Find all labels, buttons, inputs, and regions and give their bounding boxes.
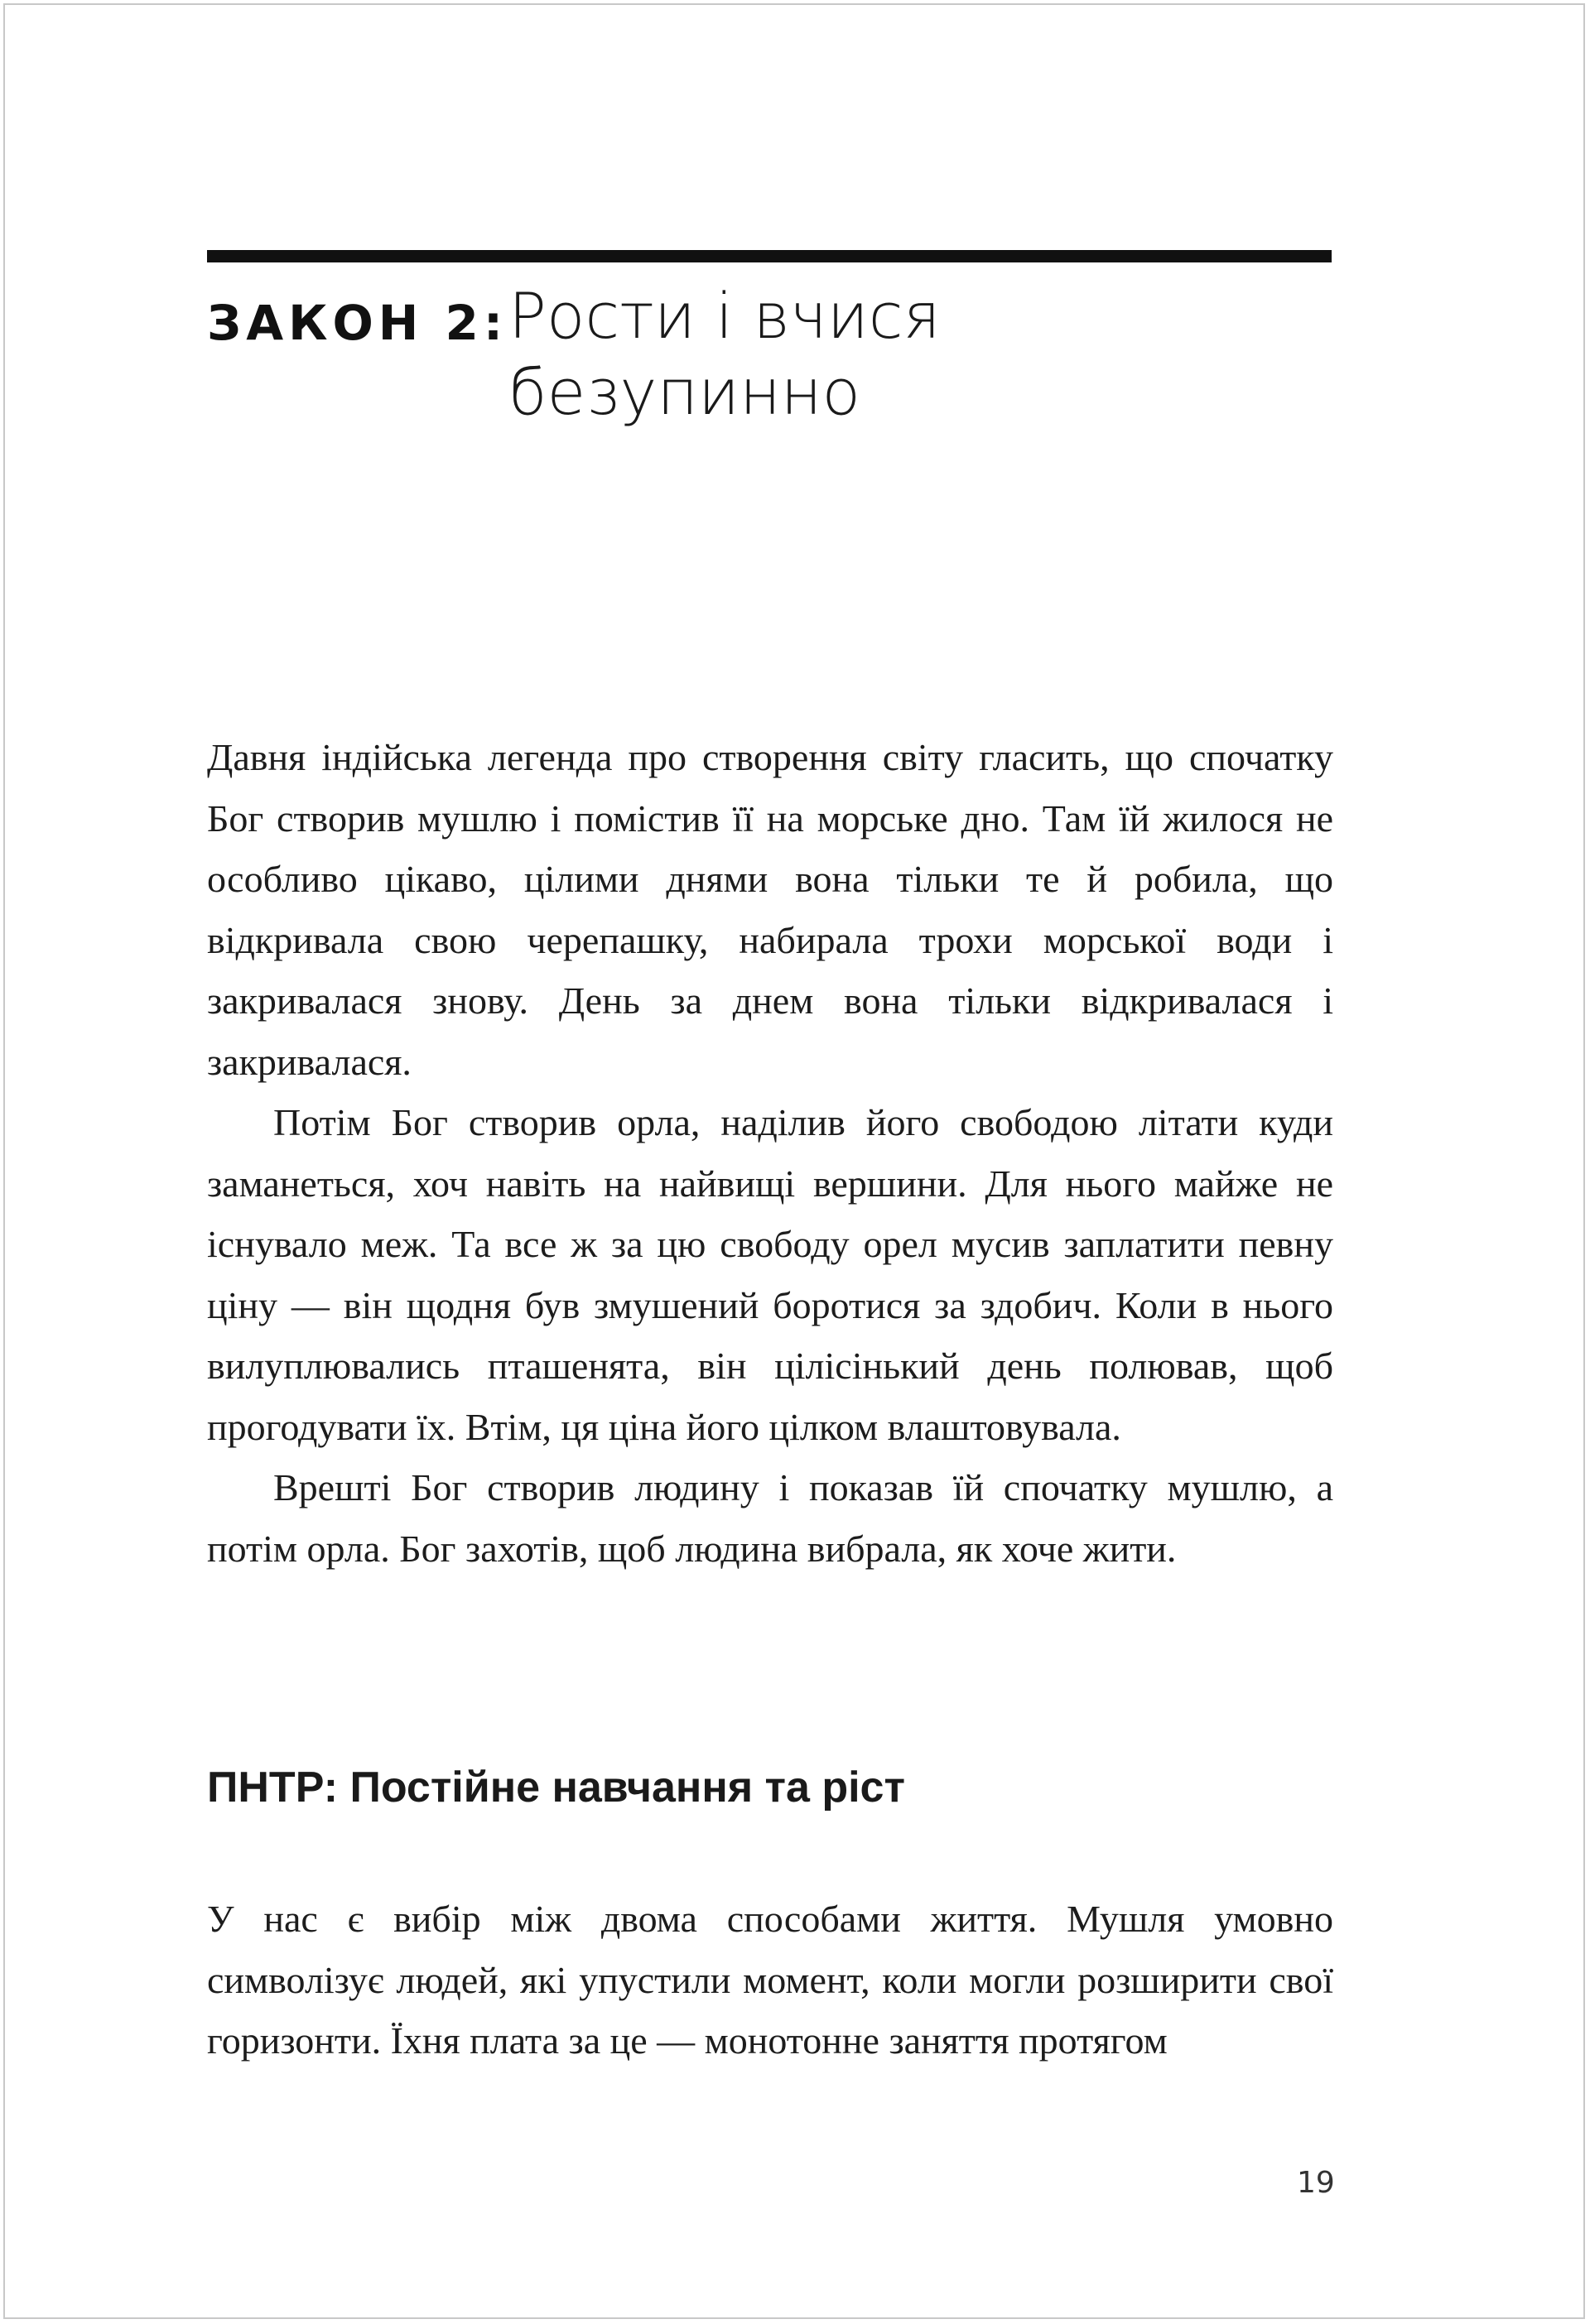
chapter-title-line-1: Рости і вчися <box>508 279 941 353</box>
section-text <box>207 1889 1333 2071</box>
paragraph-1: Давня індійська легенда про створення світу гласить, що спочатку Бог створив мушлю і помістив її на морське дно. Там їй жилося не особливо цікаво, цілими днями вона тільки те й робила, що відкривала свою черепашку, набирала трохи морської води і закривалася знову. День за днем вона тільки відкривалася і закривалася. <box>207 736 1333 1083</box>
section-paragraph: У нас є вибір між двома способами життя. Мушля умовно символізує людей, які упустили момент, коли могли розширити свої горизонти. Їхня плата за це — монотонне заняття протягом <box>207 1898 1333 2062</box>
legend-text <box>207 727 1333 1579</box>
section-heading: ПНТР: Постійне навчання та ріст <box>207 1763 905 1812</box>
page-number: 19 <box>1297 2166 1335 2200</box>
paragraph-2: Потім Бог створив орла, наділив його свободою літати куди заманеться, хоч навіть на найвищі вершини. Для нього майже не існувало меж. Та все ж за цю свободу орел мусив заплатити певну ціну — він щодня був змушений боротися за здобич. Коли в нього вилуплювались пташенята, він цілісінький день полював, щоб прогодувати їх. Втім, ця ціна його цілком влаштовувала. <box>207 1101 1333 1448</box>
chapter-label: ЗАКОН 2: <box>207 295 508 351</box>
page <box>3 3 1585 2319</box>
chapter-title <box>508 278 1337 431</box>
chapter-title-line-2: безупинно <box>508 355 860 429</box>
paragraph-3: Врешті Бог створив людину і показав їй спочатку мушлю, а потім орла. Бог захотів, щоб людина вибрала, як хоче жити. <box>207 1466 1333 1570</box>
chapter-divider-rule <box>207 250 1332 262</box>
